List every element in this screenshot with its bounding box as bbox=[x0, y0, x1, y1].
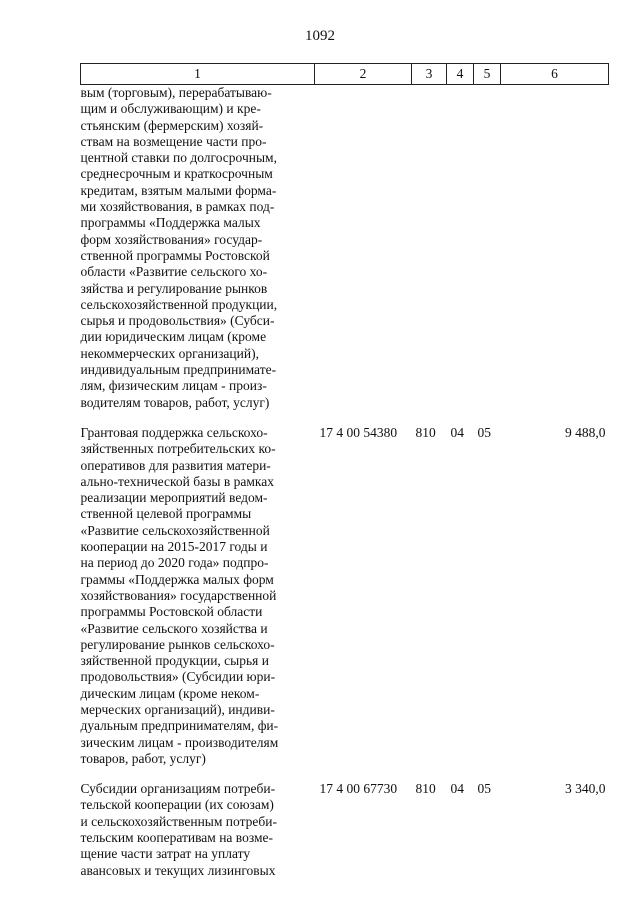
section-code: 04 bbox=[450, 424, 464, 440]
column-header: 1 bbox=[81, 64, 315, 85]
row-description bbox=[81, 781, 315, 879]
table-row bbox=[81, 425, 609, 767]
column-header: 6 bbox=[501, 64, 609, 85]
description-line: мерческих организаций), индиви- bbox=[80, 701, 275, 717]
description-line: ствам на возмещение части про- bbox=[80, 133, 267, 149]
description-line: Субсидии организациям потреби- bbox=[80, 781, 276, 797]
description-line: программы Ростовской области bbox=[80, 604, 263, 620]
target-article-code bbox=[315, 85, 412, 411]
table-row bbox=[81, 781, 609, 879]
description-line: тельским кооперативам на возме- bbox=[80, 830, 273, 846]
expense-type-code: 810 bbox=[415, 781, 436, 797]
description-line: ально-технической базы в рамках bbox=[80, 473, 274, 489]
description-line: зяйства и регулирование рынков bbox=[80, 280, 268, 296]
description-line: «Развитие сельского хозяйства и bbox=[80, 620, 268, 636]
description-line: щим и обслуживающим) и кре- bbox=[80, 101, 261, 117]
section-code: 04 bbox=[450, 781, 464, 797]
subsection-code: 05 bbox=[477, 781, 491, 797]
description-line: хозяйствования» государственной bbox=[80, 587, 277, 603]
description-line: сельскохозяйственной продукции, bbox=[80, 296, 278, 312]
row-spacer bbox=[81, 767, 609, 781]
target-article-code: 17 4 00 67730 bbox=[319, 781, 398, 797]
description-line: авансовых и текущих лизинговых bbox=[80, 862, 276, 878]
description-line: ственной программы Ростовской bbox=[80, 247, 270, 263]
description-line: реализации мероприятий ведом- bbox=[80, 490, 268, 506]
column-header: 5 bbox=[474, 64, 501, 85]
page-number: 1092 bbox=[305, 28, 335, 44]
description-line: центной ставки по долгосрочным, bbox=[80, 150, 277, 166]
budget-table bbox=[80, 63, 609, 879]
amount: 3 340,0 bbox=[565, 781, 606, 797]
column-header: 4 bbox=[447, 64, 474, 85]
description-line: продовольствия» (Субсидии юри- bbox=[80, 669, 276, 685]
subsection-code bbox=[474, 85, 501, 411]
description-line: сырья и продовольствия» (Субси- bbox=[80, 313, 275, 329]
description-line: программы «Поддержка малых bbox=[80, 215, 261, 231]
row-description bbox=[81, 85, 315, 411]
description-line: зяйственных потребительских ко- bbox=[80, 441, 276, 457]
description-line: кооперации на 2015-2017 годы и bbox=[80, 539, 268, 555]
description-line: ми хозяйствования, в рамках под- bbox=[80, 199, 275, 215]
description-line: граммы «Поддержка малых форм bbox=[80, 571, 274, 587]
description-line: среднесрочным и краткосрочным bbox=[80, 166, 273, 182]
subsection-code: 05 bbox=[477, 424, 491, 440]
description-line: стьянским (фермерским) хозяй- bbox=[80, 117, 264, 133]
description-line: Грантовая поддержка сельскохо- bbox=[80, 424, 268, 440]
target-article-code: 17 4 00 54380 bbox=[319, 424, 398, 440]
description-line: «Развитие сельскохозяйственной bbox=[80, 522, 270, 538]
description-line: некоммерческих организаций), bbox=[80, 345, 259, 361]
description-line: зяйственной продукции, сырья и bbox=[80, 653, 269, 669]
description-line: дии юридическим лицам (кроме bbox=[80, 329, 267, 345]
description-line: регулирование рынков сельскохо- bbox=[80, 636, 275, 652]
column-number-row bbox=[81, 64, 609, 85]
description-line: товаров, работ, услуг) bbox=[80, 750, 206, 766]
description-line: кредитам, взятым малыми форма- bbox=[80, 182, 277, 198]
description-line: оперативов для развития матери- bbox=[80, 457, 271, 473]
table-row bbox=[81, 85, 609, 411]
amount: 9 488,0 bbox=[565, 424, 606, 440]
description-line: лям, физическим лицам - произ- bbox=[80, 378, 267, 394]
description-line: форм хозяйствования» государ- bbox=[80, 231, 263, 247]
amount bbox=[501, 85, 609, 411]
row-spacer bbox=[81, 411, 609, 425]
column-header: 3 bbox=[412, 64, 447, 85]
description-line: вым (торговым), перерабатываю- bbox=[80, 85, 272, 100]
expense-type-code bbox=[412, 85, 447, 411]
row-description bbox=[81, 425, 315, 767]
expense-type-code: 810 bbox=[415, 424, 436, 440]
description-line: дическим лицам (кроме неком- bbox=[80, 685, 260, 701]
description-line: индивидуальным предпринимате- bbox=[80, 362, 277, 378]
description-line: ственной целевой программы bbox=[80, 506, 252, 522]
description-line: дуальным предпринимателям, фи- bbox=[80, 718, 279, 734]
description-line: зическим лицам - производителям bbox=[80, 734, 279, 750]
description-line: области «Развитие сельского хо- bbox=[80, 264, 268, 280]
description-line: щение части затрат на уплату bbox=[80, 846, 251, 862]
column-header: 2 bbox=[315, 64, 412, 85]
description-line: водителям товаров, работ, услуг) bbox=[80, 394, 270, 410]
section-code bbox=[447, 85, 474, 411]
description-line: и сельскохозяйственным потреби- bbox=[80, 813, 277, 829]
description-line: тельской кооперации (их союзам) bbox=[80, 797, 274, 813]
description-line: на период до 2020 года» подпро- bbox=[80, 555, 269, 571]
